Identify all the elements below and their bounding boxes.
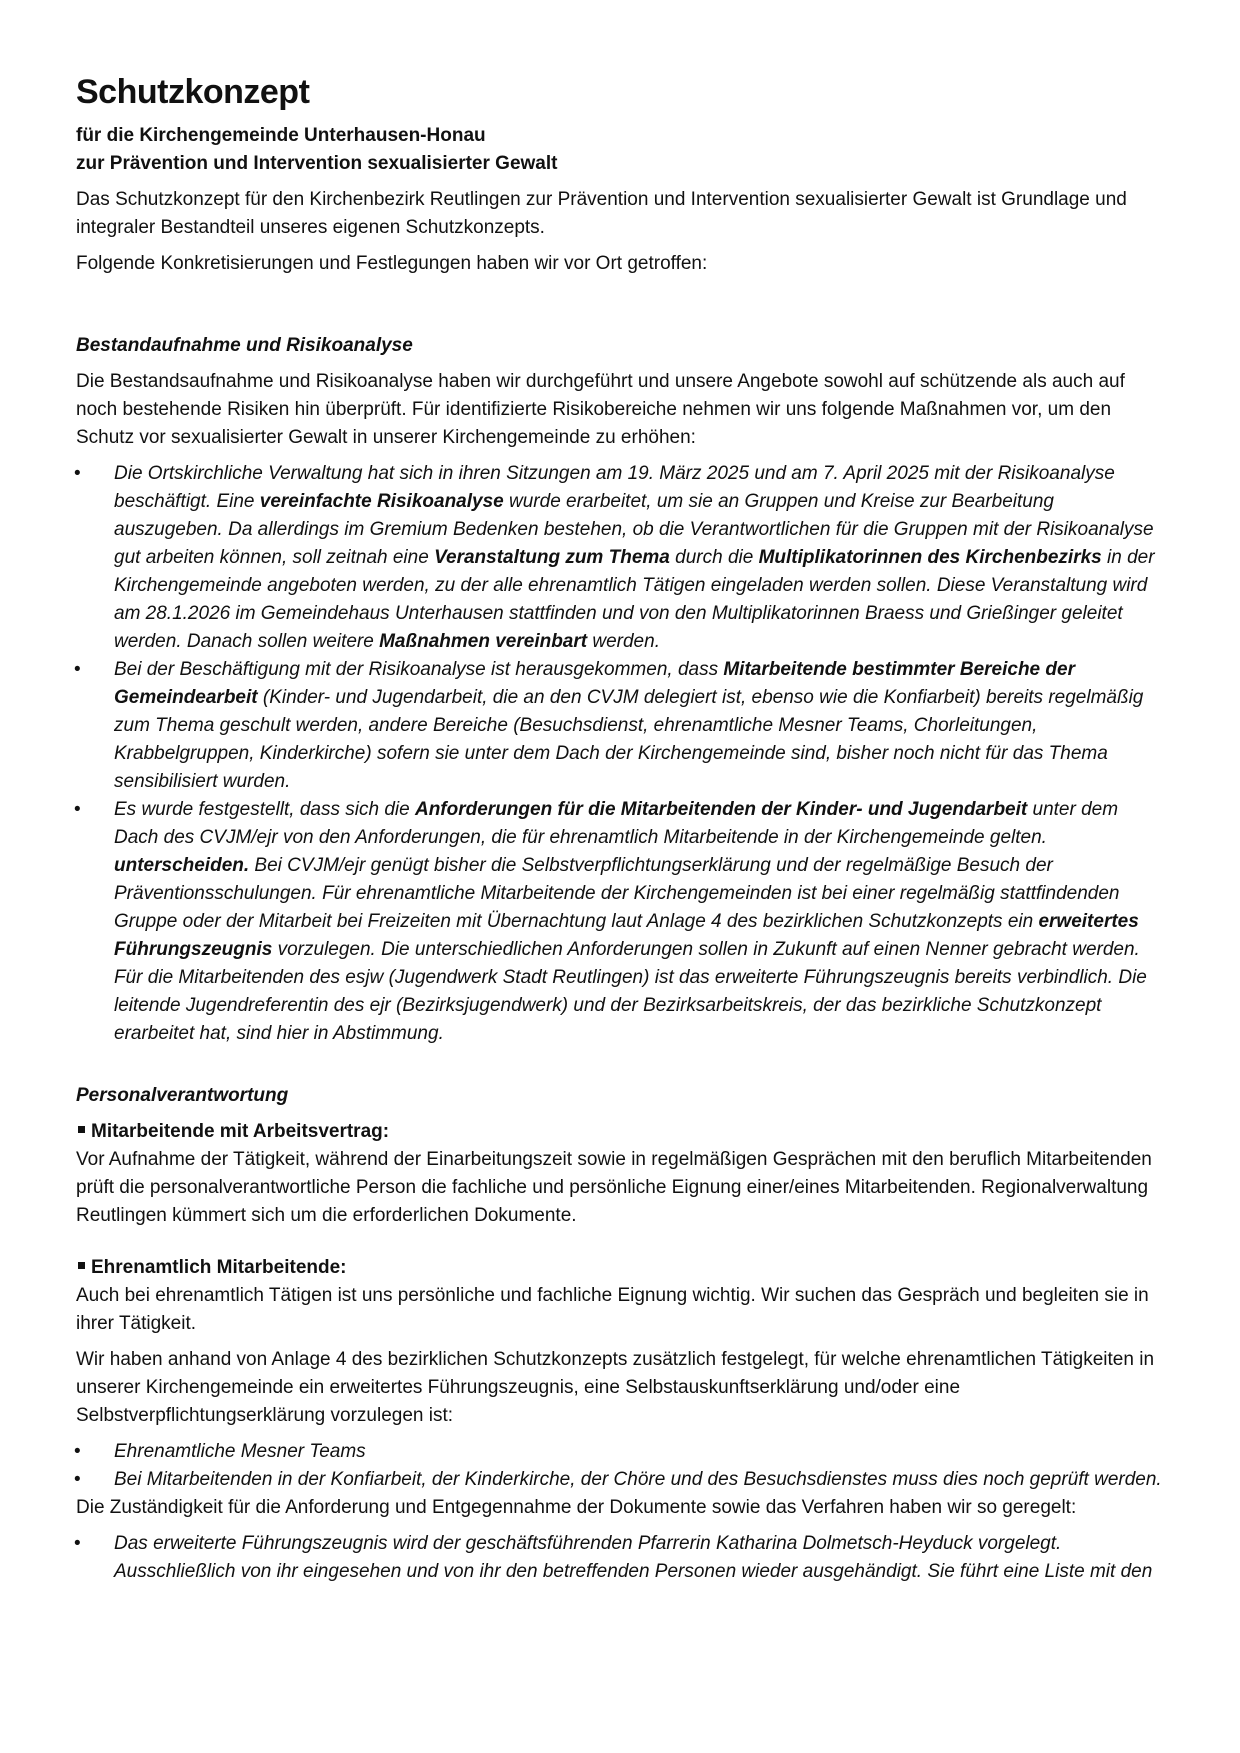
volunteers-paragraph-1: Auch bei ehrenamtlich Tätigen ist uns persönliche und fachliche Eignung wichtig. Wir suchen das Gespräch und begleiten sie in ihrer Tätigkeit. (76, 1285, 1149, 1334)
list-item-text: Die Ortskirchliche Verwaltung hat sich in ihren Sitzungen am 19. März 2025 und am 7. April 2025 mit der Risikoanalyse beschäftigt. Eine (114, 463, 1115, 512)
list-item-emphasis: Mitarbeitende bestimmter Bereiche der Gemeindearbeit (114, 659, 1075, 708)
volunteer-activities-list (76, 1438, 1166, 1494)
list-item-emphasis: erweitertes Führungszeugnis (114, 911, 1139, 960)
list-item (76, 1530, 1166, 1586)
intro-lead: Folgende Konkretisierungen und Festlegungen haben wir vor Ort getroffen: (76, 253, 708, 274)
risk-analysis-paragraph: Die Bestandsaufnahme und Risikoanalyse haben wir durchgeführt und unsere Angebote sowohl auf schützende als auch auf noch bestehende Risiken hin überprüft. Für identifizierte Risikobereiche nehmen wir uns folgende Maßnahmen vor, um den Schutz vor sexualisierter Gewalt in unserer Kirchengemeinde zu erhöhen: (76, 371, 1125, 448)
list-item-text: Das erweiterte Führungszeugnis wird der geschäftsführenden Pfarrerin Katharina Dolmetsch-Heyduck vorgelegt. Ausschließlich von ihr eingesehen und von ihr den betreffenden Personen wieder ausgehändigt. Sie führt eine Liste mit den (114, 1533, 1153, 1582)
list-item-text: (Kinder- und Jugendarbeit, die an den CVJM delegiert ist, ebenso wie die Konfiarbeit) bereits regelmäßig zum Thema geschult werden, andere Bereiche (Besuchsdienst, ehrenamtliche Mesner Teams, Chorleitungen, Krabbelgruppen, Kinderkirche) sofern sie unter dem Dach der Kirchengemeinde sind, bisher noch nicht für das Thema sensibilisiert wurden. (114, 687, 1144, 792)
intro-paragraph: Das Schutzkonzept für den Kirchenbezirk Reutlingen zur Prävention und Intervention sexualisierter Gewalt ist Grundlage und integraler Bestandteil unseres eigenen Schutzkonzepts. (76, 189, 1127, 238)
list-item-text: Ehrenamtliche Mesner Teams (114, 1441, 366, 1462)
bullet-icon: • (74, 799, 81, 820)
document-subtitle-parish: für die Kirchengemeinde Unterhausen-Honau (76, 125, 486, 146)
bullet-icon: • (74, 1533, 81, 1554)
bullet-icon: • (74, 1441, 81, 1462)
list-item (76, 796, 1166, 1048)
subheading-label: Mitarbeitende mit Arbeitsvertrag: (91, 1121, 390, 1142)
square-bullet-icon (78, 1126, 85, 1133)
list-item-emphasis: unterscheiden. (114, 855, 250, 876)
list-item-text: vorzulegen. Die unterschiedlichen Anforderungen sollen in Zukunft auf einen Nenner gebracht werden. Für die Mitarbeitenden des esjw (Jugendwerk Stadt Reutlingen) ist das erweiterte Führungszeugnis bereits verbindlich. Die leitende Jugendreferentin des ejr (Bezirksjugendwerk) und der Bezirksarbeitskreis, der das bezirkliche Schutzkonzept erarbeitet hat, sind hier in Abstimmung. (114, 939, 1147, 1044)
list-item-text: Bei CVJM/ejr genügt bisher die Selbstverpflichtungserklärung und der regelmäßige Besuch der Präventionsschulungen. Für ehrenamtliche Mitarbeitende der Kirchengemeinden ist bei einer regelmäßig stattfindenden Gruppe oder der Mitarbeit bei Freizeiten mit Übernachtung laut Anlage 4 des bezirklichen Schutzkonzepts ein (114, 855, 1120, 932)
document-title: Schutzkonzept (76, 73, 310, 111)
list-item-emphasis: Anforderungen für die Mitarbeitenden der Kinder- und Jugendarbeit (414, 799, 1028, 820)
employed-staff-paragraph: Vor Aufnahme der Tätigkeit, während der Einarbeitungszeit sowie in regelmäßigen Gesprächen mit den beruflich Mitarbeitenden prüft die personalverantwortliche Person die fachliche und persönliche Eignung einer/eines Mitarbeitenden. Regionalverwaltung Reutlingen kümmert sich um die erforderlichen Dokumente. (76, 1149, 1152, 1226)
list-item-text: Es wurde festgestellt, dass sich die (114, 799, 415, 820)
bullet-icon: • (74, 463, 81, 484)
list-item-text: wurde erarbeitet, um sie an Gruppen und Kreise zur Bearbeitung auszugeben. Da allerdings im Gremium Bedenken bestehen, ob die Verantwortlichen für die Gruppen mit der Risikoanalyse gut arbeiten können, soll zeitnah eine (114, 491, 1154, 568)
document-page (76, 72, 1166, 1586)
procedure-list (76, 1530, 1166, 1586)
subheading-volunteers (76, 1254, 1166, 1282)
list-item-text: Bei Mitarbeitenden in der Konfiarbeit, der Kinderkirche, der Chöre und des Besuchsdienstes muss dies noch geprüft werden. (114, 1469, 1162, 1490)
document-subtitle-topic: zur Prävention und Intervention sexualisierter Gewalt (76, 153, 558, 174)
section-heading-personnel: Personalverantwortung (76, 1085, 289, 1106)
list-item-text: werden. (587, 631, 660, 652)
list-item-text: in der Kirchengemeinde angeboten werden, zu der alle ehrenamtlich Tätigen eingeladen werden sollen. Diese Veranstaltung wird am 28.1.2026 im Gemeindehaus Unterhausen stattfinden und von den Multiplikatorinnen Braess und Grießinger geleitet werden. Danach sollen weitere (114, 547, 1155, 652)
square-bullet-icon (78, 1262, 85, 1269)
list-item (76, 1466, 1166, 1494)
volunteers-paragraph-2: Wir haben anhand von Anlage 4 des bezirklichen Schutzkonzepts zusätzlich festgelegt, für welche ehrenamtlichen Tätigkeiten in unserer Kirchengemeinde ein erweitertes Führungszeugnis, eine Selbstauskunftserklärung und/oder eine Selbstverpflichtungserklärung vorzulegen ist: (76, 1349, 1155, 1426)
bullet-icon: • (74, 1469, 81, 1490)
list-item-emphasis: Maßnahmen vereinbart (379, 631, 588, 652)
list-item-text: unter dem Dach des CVJM/ejr von den Anforderungen, die für ehrenamtlich Mitarbeitende in der Kirchengemeinde gelten. (114, 799, 1119, 848)
list-item-text: durch die (669, 547, 759, 568)
risk-measures-list (76, 460, 1166, 1048)
section-heading-risk-analysis: Bestandaufnahme und Risikoanalyse (76, 335, 413, 356)
list-item-emphasis: vereinfachte Risikoanalyse (259, 491, 504, 512)
subheading-employed-staff (76, 1118, 1166, 1146)
list-item-emphasis: Multiplikatorinnen des Kirchenbezirks (758, 547, 1102, 568)
subheading-label: Ehrenamtlich Mitarbeitende: (91, 1257, 347, 1278)
list-item-text: Bei der Beschäftigung mit der Risikoanalyse ist herausgekommen, dass (114, 659, 724, 680)
list-item (76, 460, 1166, 656)
list-item (76, 656, 1166, 796)
procedure-intro: Die Zuständigkeit für die Anforderung und Entgegennahme der Dokumente sowie das Verfahren haben wir so geregelt: (76, 1497, 1077, 1518)
list-item-emphasis: Veranstaltung zum Thema (434, 547, 670, 568)
bullet-icon: • (74, 659, 81, 680)
list-item (76, 1438, 1166, 1466)
